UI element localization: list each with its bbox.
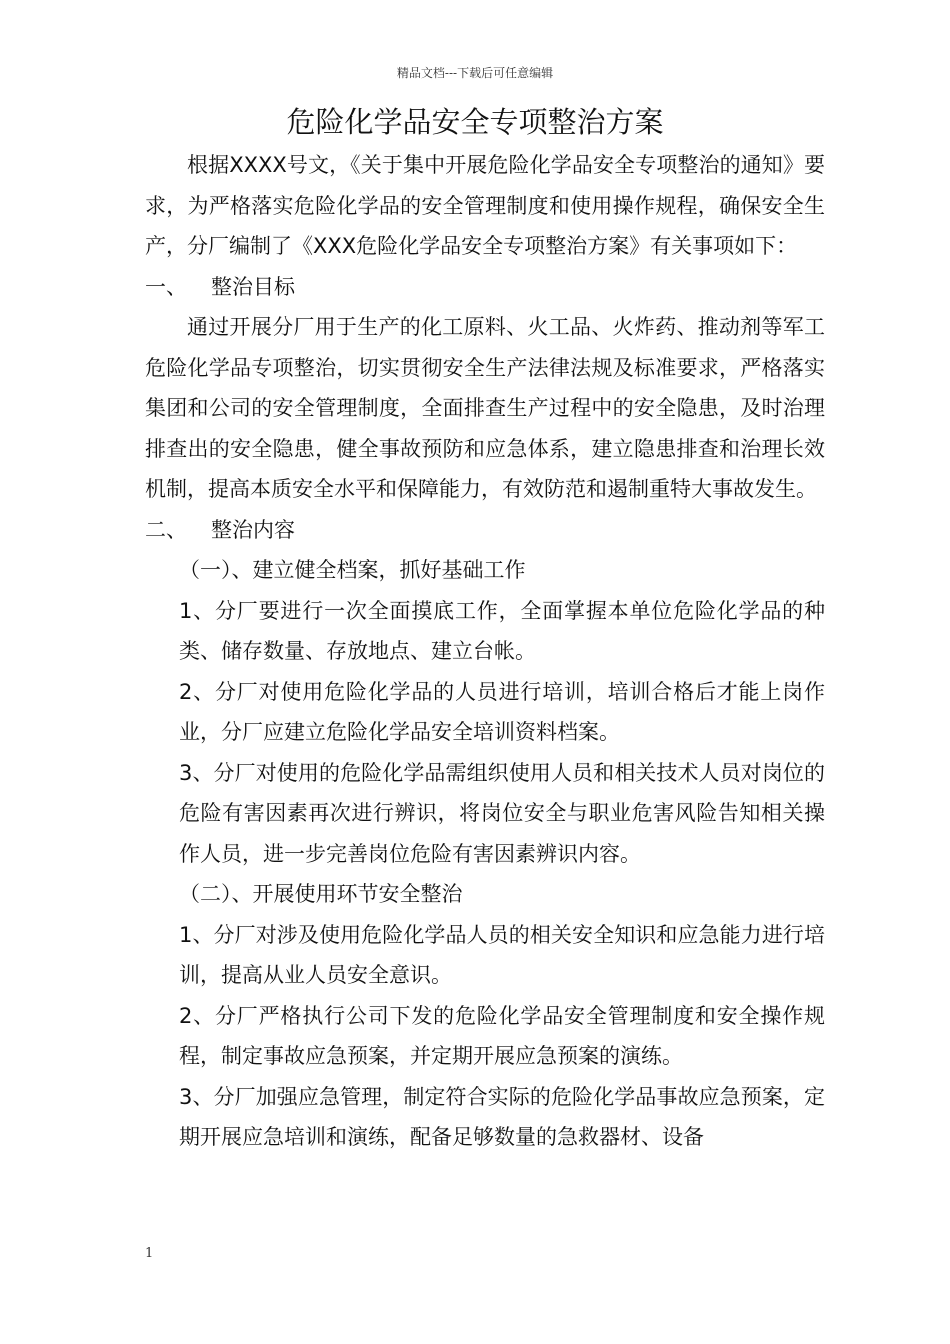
document-title: 危险化学品安全专项整治方案 xyxy=(286,105,664,139)
intro-paragraph: 根据XXXX号文，《关于集中开展危险化学品安全专项整治的通知》要求，为严格落实危险化学品的安全管理制度和使用操作规程，确保安全生产，分厂编制了《XXX危险化学品安全专项整治方案》有关事项如下： xyxy=(145,153,825,258)
subsection-heading: （一）、建立健全档案，抓好基础工作 xyxy=(179,558,526,582)
list-item: 3、分厂对使用的危险化学品需组织使用人员和相关技术人员对岗位的危险有害因素再次进行辨识，将岗位安全与职业危害风险告知相关操作人员，进一步完善岗位危险有害因素辨识内容。 xyxy=(179,760,825,866)
list-item: 2、分厂严格执行公司下发的危险化学品安全管理制度和安全操作规程，制定事故应急预案，并定期开展应急预案的演练。 xyxy=(179,1003,825,1068)
subsection-heading: （二）、开展使用环节安全整治 xyxy=(179,882,463,906)
section-number: 一、 xyxy=(145,274,187,299)
list-item: 1、分厂要进行一次全面摸底工作，全面掌握本单位危险化学品的种类、储存数量、存放地点、建立台帐。 xyxy=(179,598,825,663)
section-title: 整治内容 xyxy=(211,517,295,542)
list-item: 2、分厂对使用危险化学品的人员进行培训，培训合格后才能上岗作业，分厂应建立危险化学品安全培训资料档案。 xyxy=(179,679,825,744)
page-number: 1 xyxy=(145,1246,154,1261)
section-title: 整治目标 xyxy=(211,274,295,299)
section-number: 二、 xyxy=(145,517,187,542)
section-paragraph: 通过开展分厂用于生产的化工原料、火工品、火炸药、推动剂等军工危险化学品专项整治，切实贯彻安全生产法律法规及标准要求，严格落实集团和公司的安全管理制度，全面排查生产过程中的安全隐患，及时治理排查出的安全隐患，健全事故预防和应急体系，建立隐患排查和治理长效机制，提高本质安全水平和保障能力，有效防范和遏制重特大事故发生。 xyxy=(145,315,825,501)
section-heading xyxy=(145,267,825,308)
section-heading xyxy=(145,510,825,551)
list-item: 3、分厂加强应急管理，制定符合实际的危险化学品事故应急预案，定期开展应急培训和演练，配备足够数量的急救器材、设备 xyxy=(179,1084,825,1149)
list-item: 1、分厂对涉及使用危险化学品人员的相关安全知识和应急能力进行培训，提高从业人员安全意识。 xyxy=(179,922,825,987)
header-note: 精品文档---下载后可任意编辑 xyxy=(396,66,554,80)
document-body xyxy=(145,145,825,1158)
